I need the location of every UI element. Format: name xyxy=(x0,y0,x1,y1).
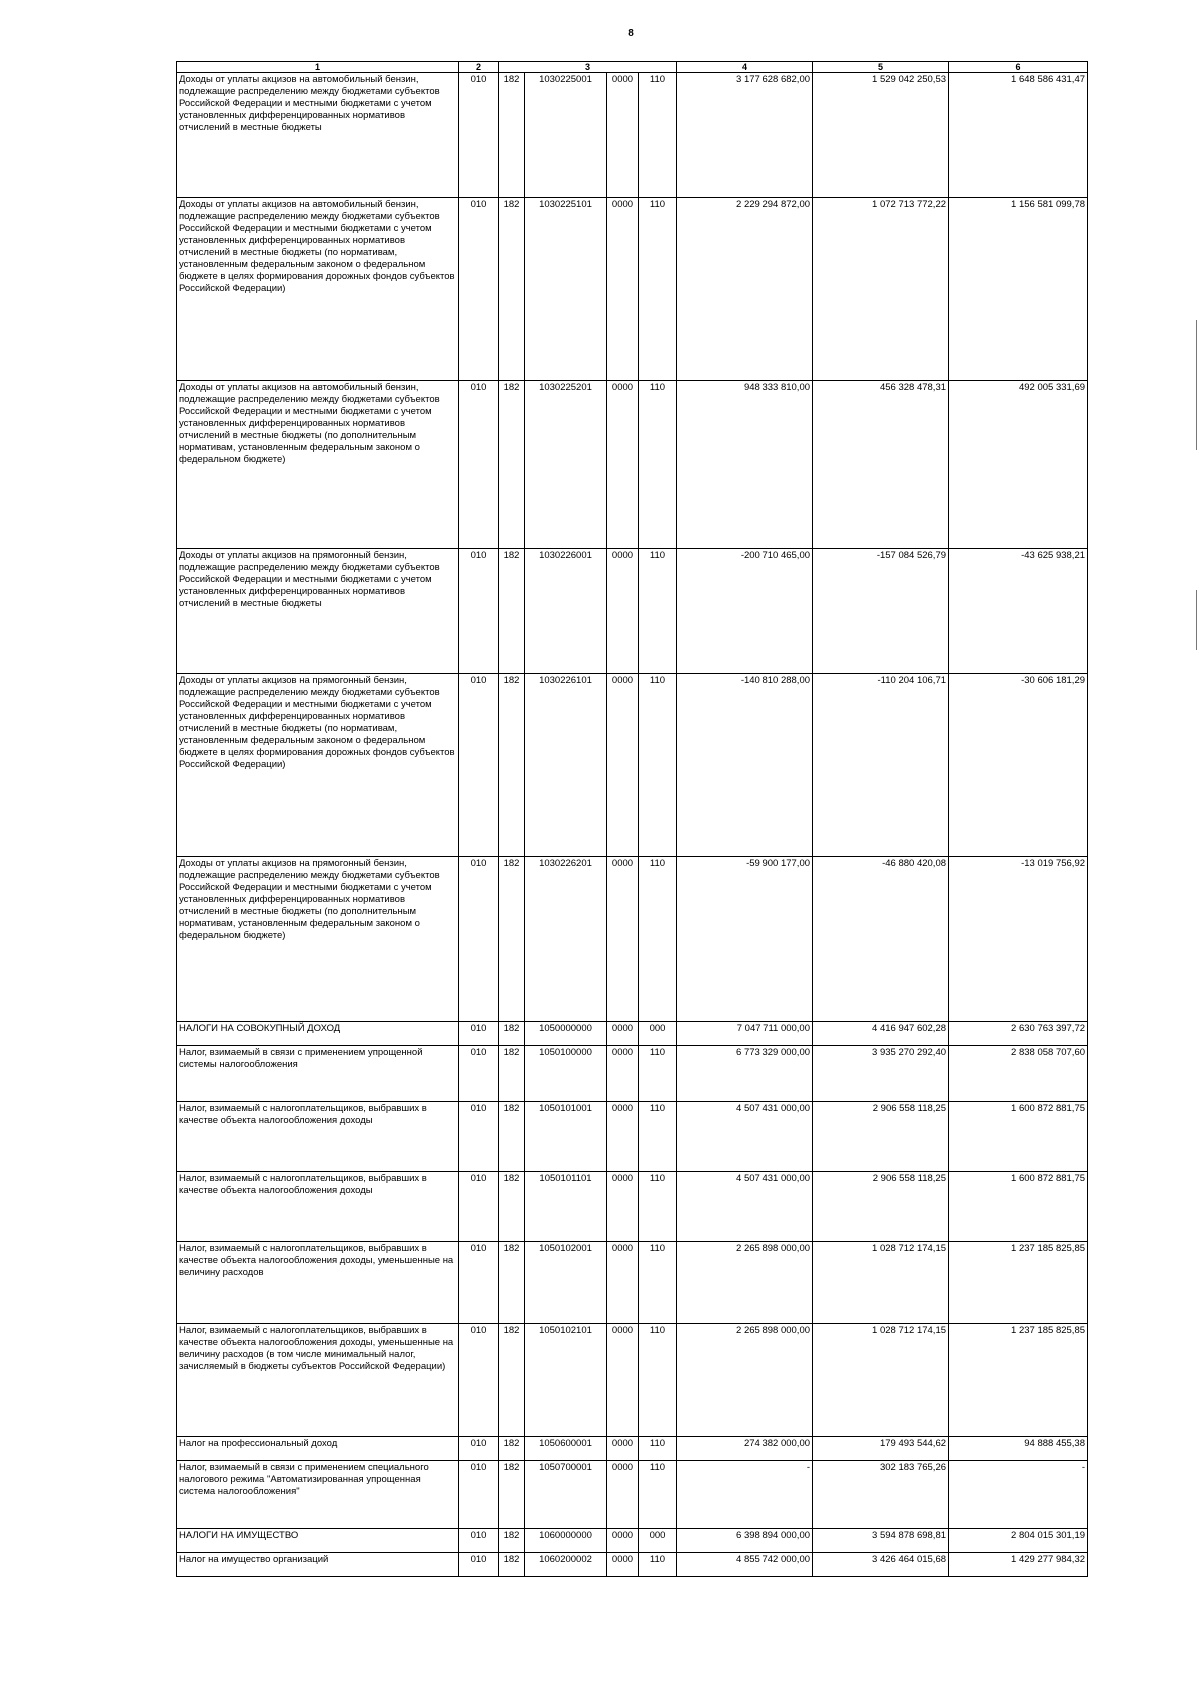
value-cell: 1 156 581 099,78 xyxy=(949,198,1088,381)
value-cell: -46 880 420,08 xyxy=(813,857,949,1022)
code-cell: 182 xyxy=(499,1324,525,1437)
code-cell: 000 xyxy=(639,1529,677,1553)
code-cell: 1050102001 xyxy=(525,1242,607,1324)
code-cell: 110 xyxy=(639,1324,677,1437)
code-cell: 110 xyxy=(639,1461,677,1529)
value-cell: 3 935 270 292,40 xyxy=(813,1046,949,1102)
value-cell: 948 333 810,00 xyxy=(677,381,813,549)
table-row xyxy=(177,198,1088,381)
value-cell: 1 648 586 431,47 xyxy=(949,73,1088,198)
value-cell: -30 606 181,29 xyxy=(949,674,1088,857)
value-cell: 3 594 878 698,81 xyxy=(813,1529,949,1553)
value-cell: -140 810 288,00 xyxy=(677,674,813,857)
code-cell: 110 xyxy=(639,1242,677,1324)
value-cell: -200 710 465,00 xyxy=(677,549,813,674)
code-cell: 110 xyxy=(639,1046,677,1102)
revenue-table xyxy=(176,61,1088,1577)
code-cell: 010 xyxy=(459,1242,499,1324)
value-cell: 1 072 713 772,22 xyxy=(813,198,949,381)
row-name: Налог, взимаемый в связи с применением упрощенной системы налогообложения xyxy=(177,1046,459,1102)
scan-edge-mark xyxy=(1196,320,1197,450)
code-cell: 110 xyxy=(639,1437,677,1461)
code-cell: 1060200002 xyxy=(525,1553,607,1577)
code-cell: 110 xyxy=(639,674,677,857)
value-cell: 274 382 000,00 xyxy=(677,1437,813,1461)
code-cell: 0000 xyxy=(607,857,639,1022)
code-cell: 010 xyxy=(459,1172,499,1242)
code-cell: 182 xyxy=(499,1529,525,1553)
value-cell: 1 028 712 174,15 xyxy=(813,1242,949,1324)
code-cell: 182 xyxy=(499,381,525,549)
value-cell: 1 429 277 984,32 xyxy=(949,1553,1088,1577)
code-cell: 0000 xyxy=(607,1172,639,1242)
code-cell: 1050000000 xyxy=(525,1022,607,1046)
code-cell: 182 xyxy=(499,1022,525,1046)
table-row xyxy=(177,1022,1088,1046)
row-name: Налог, взимаемый с налогоплательщиков, выбравших в качестве объекта налогообложения доходы xyxy=(177,1102,459,1172)
column-number: 5 xyxy=(813,62,949,73)
code-cell: 1030226201 xyxy=(525,857,607,1022)
row-name: Налог, взимаемый с налогоплательщиков, выбравших в качестве объекта налогообложения доходы, уменьшенные на величину расходов xyxy=(177,1242,459,1324)
code-cell: 010 xyxy=(459,549,499,674)
code-cell: 1050100000 xyxy=(525,1046,607,1102)
code-cell: 0000 xyxy=(607,198,639,381)
value-cell: - xyxy=(677,1461,813,1529)
code-cell: 1050600001 xyxy=(525,1437,607,1461)
code-cell: 010 xyxy=(459,1324,499,1437)
value-cell: 4 507 431 000,00 xyxy=(677,1172,813,1242)
row-name: Налог, взимаемый с налогоплательщиков, выбравших в качестве объекта налогообложения доходы xyxy=(177,1172,459,1242)
code-cell: 1060000000 xyxy=(525,1529,607,1553)
code-cell: 010 xyxy=(459,1529,499,1553)
code-cell: 0000 xyxy=(607,1529,639,1553)
value-cell: 2 804 015 301,19 xyxy=(949,1529,1088,1553)
code-cell: 182 xyxy=(499,73,525,198)
code-cell: 1030225001 xyxy=(525,73,607,198)
code-cell: 1030225201 xyxy=(525,381,607,549)
value-cell: 2 838 058 707,60 xyxy=(949,1046,1088,1102)
table-row xyxy=(177,1461,1088,1529)
value-cell: 6 773 329 000,00 xyxy=(677,1046,813,1102)
code-cell: 182 xyxy=(499,674,525,857)
code-cell: 0000 xyxy=(607,1553,639,1577)
code-cell: 110 xyxy=(639,1102,677,1172)
value-cell: 4 416 947 602,28 xyxy=(813,1022,949,1046)
column-number: 1 xyxy=(177,62,459,73)
code-cell: 010 xyxy=(459,1022,499,1046)
code-cell: 182 xyxy=(499,857,525,1022)
code-cell: 1050101101 xyxy=(525,1172,607,1242)
code-cell: 182 xyxy=(499,1553,525,1577)
code-cell: 0000 xyxy=(607,73,639,198)
value-cell: 3 426 464 015,68 xyxy=(813,1553,949,1577)
code-cell: 0000 xyxy=(607,549,639,674)
code-cell: 010 xyxy=(459,674,499,857)
value-cell: 2 229 294 872,00 xyxy=(677,198,813,381)
value-cell: 492 005 331,69 xyxy=(949,381,1088,549)
value-cell: -157 084 526,79 xyxy=(813,549,949,674)
code-cell: 0000 xyxy=(607,1022,639,1046)
column-number: 2 xyxy=(459,62,499,73)
code-cell: 1050101001 xyxy=(525,1102,607,1172)
code-cell: 0000 xyxy=(607,1437,639,1461)
row-name: Налог, взимаемый с налогоплательщиков, выбравших в качестве объекта налогообложения доходы, уменьшенные на величину расходов (в том числе минимальный налог, зачисляемый в бюджеты субъектов Российской Федерации) xyxy=(177,1324,459,1437)
table-row xyxy=(177,549,1088,674)
code-cell: 010 xyxy=(459,1046,499,1102)
table-row xyxy=(177,73,1088,198)
value-cell: -59 900 177,00 xyxy=(677,857,813,1022)
table-row xyxy=(177,1324,1088,1437)
value-cell: 1 529 042 250,53 xyxy=(813,73,949,198)
code-cell: 110 xyxy=(639,1553,677,1577)
value-cell: -13 019 756,92 xyxy=(949,857,1088,1022)
code-cell: 0000 xyxy=(607,674,639,857)
code-cell: 010 xyxy=(459,1461,499,1529)
code-cell: 010 xyxy=(459,857,499,1022)
code-cell: 010 xyxy=(459,381,499,549)
code-cell: 0000 xyxy=(607,1046,639,1102)
code-cell: 0000 xyxy=(607,1242,639,1324)
value-cell: 2 265 898 000,00 xyxy=(677,1324,813,1437)
code-cell: 110 xyxy=(639,73,677,198)
row-name: Доходы от уплаты акцизов на автомобильный бензин, подлежащие распределению между бюджетами субъектов Российской Федерации и местными бюджетами с учетом установленных дифференцированных нормативов отчислений в местные бюджеты (по дополнительным нормативам, установленным федеральным законом о федеральном бюджете) xyxy=(177,381,459,549)
code-cell: 110 xyxy=(639,198,677,381)
row-name: Доходы от уплаты акцизов на прямогонный бензин, подлежащие распределению между бюджетами субъектов Российской Федерации и местными бюджетами с учетом установленных дифференцированных нормативов отчислений в местные бюджеты (по нормативам, установленным федеральным законом о федеральном бюджете в целях формирования дорожных фондов субъектов Российской Федерации) xyxy=(177,674,459,857)
code-cell: 1030226101 xyxy=(525,674,607,857)
value-cell: - xyxy=(949,1461,1088,1529)
row-name: Доходы от уплаты акцизов на автомобильный бензин, подлежащие распределению между бюджетами субъектов Российской Федерации и местными бюджетами с учетом установленных дифференцированных нормативов отчислений в местные бюджеты (по нормативам, установленным федеральным законом о федеральном бюджете в целях формирования дорожных фондов субъектов Российской Федерации) xyxy=(177,198,459,381)
code-cell: 1050700001 xyxy=(525,1461,607,1529)
code-cell: 0000 xyxy=(607,1102,639,1172)
code-cell: 010 xyxy=(459,1553,499,1577)
code-cell: 0000 xyxy=(607,1324,639,1437)
value-cell: 4 507 431 000,00 xyxy=(677,1102,813,1172)
value-cell: 2 265 898 000,00 xyxy=(677,1242,813,1324)
table-row xyxy=(177,1102,1088,1172)
value-cell: -43 625 938,21 xyxy=(949,549,1088,674)
column-number: 6 xyxy=(949,62,1088,73)
code-cell: 010 xyxy=(459,1437,499,1461)
row-name: Налог на имущество организаций xyxy=(177,1553,459,1577)
row-name: Доходы от уплаты акцизов на прямогонный бензин, подлежащие распределению между бюджетами субъектов Российской Федерации и местными бюджетами с учетом установленных дифференцированных нормативов отчислений в местные бюджеты (по дополнительным нормативам, установленным федеральным законом о федеральном бюджете) xyxy=(177,857,459,1022)
code-cell: 010 xyxy=(459,198,499,381)
value-cell: 456 328 478,31 xyxy=(813,381,949,549)
code-cell: 1050102101 xyxy=(525,1324,607,1437)
row-name: Доходы от уплаты акцизов на автомобильный бензин, подлежащие распределению между бюджетами субъектов Российской Федерации и местными бюджетами с учетом установленных дифференцированных нормативов отчислений в местные бюджеты xyxy=(177,73,459,198)
value-cell: 1 237 185 825,85 xyxy=(949,1242,1088,1324)
value-cell: 2 630 763 397,72 xyxy=(949,1022,1088,1046)
code-cell: 182 xyxy=(499,1046,525,1102)
page-number: 8 xyxy=(628,28,634,39)
code-cell: 110 xyxy=(639,549,677,674)
value-cell: -110 204 106,71 xyxy=(813,674,949,857)
table-row xyxy=(177,1242,1088,1324)
code-cell: 1030226001 xyxy=(525,549,607,674)
code-cell: 010 xyxy=(459,1102,499,1172)
table-row xyxy=(177,1553,1088,1577)
code-cell: 182 xyxy=(499,1172,525,1242)
code-cell: 000 xyxy=(639,1022,677,1046)
code-cell: 0000 xyxy=(607,1461,639,1529)
code-cell: 010 xyxy=(459,73,499,198)
scan-edge-mark xyxy=(1196,590,1197,650)
value-cell: 1 600 872 881,75 xyxy=(949,1172,1088,1242)
value-cell: 2 906 558 118,25 xyxy=(813,1102,949,1172)
code-cell: 182 xyxy=(499,549,525,674)
table-row xyxy=(177,674,1088,857)
table-row xyxy=(177,1437,1088,1461)
code-cell: 182 xyxy=(499,1461,525,1529)
code-cell: 182 xyxy=(499,198,525,381)
column-number-row xyxy=(177,62,1088,73)
row-name: НАЛОГИ НА СОВОКУПНЫЙ ДОХОД xyxy=(177,1022,459,1046)
row-name: Налог, взимаемый в связи с применением специального налогового режима "Автоматизированная упрощенная система налогообложения" xyxy=(177,1461,459,1529)
value-cell: 2 906 558 118,25 xyxy=(813,1172,949,1242)
code-cell: 110 xyxy=(639,381,677,549)
value-cell: 1 028 712 174,15 xyxy=(813,1324,949,1437)
code-cell: 182 xyxy=(499,1102,525,1172)
value-cell: 4 855 742 000,00 xyxy=(677,1553,813,1577)
table-row xyxy=(177,1046,1088,1102)
table-row xyxy=(177,1172,1088,1242)
column-number: 3 xyxy=(499,62,677,73)
code-cell: 110 xyxy=(639,857,677,1022)
value-cell: 3 177 628 682,00 xyxy=(677,73,813,198)
value-cell: 1 600 872 881,75 xyxy=(949,1102,1088,1172)
value-cell: 6 398 894 000,00 xyxy=(677,1529,813,1553)
code-cell: 110 xyxy=(639,1172,677,1242)
row-name: Налог на профессиональный доход xyxy=(177,1437,459,1461)
row-name: Доходы от уплаты акцизов на прямогонный бензин, подлежащие распределению между бюджетами субъектов Российской Федерации и местными бюджетами с учетом установленных дифференцированных нормативов отчислений в местные бюджеты xyxy=(177,549,459,674)
code-cell: 0000 xyxy=(607,381,639,549)
table-row xyxy=(177,1529,1088,1553)
table-row xyxy=(177,381,1088,549)
value-cell: 94 888 455,38 xyxy=(949,1437,1088,1461)
value-cell: 1 237 185 825,85 xyxy=(949,1324,1088,1437)
value-cell: 179 493 544,62 xyxy=(813,1437,949,1461)
code-cell: 1030225101 xyxy=(525,198,607,381)
value-cell: 302 183 765,26 xyxy=(813,1461,949,1529)
table-row xyxy=(177,857,1088,1022)
column-number: 4 xyxy=(677,62,813,73)
code-cell: 182 xyxy=(499,1437,525,1461)
code-cell: 182 xyxy=(499,1242,525,1324)
value-cell: 7 047 711 000,00 xyxy=(677,1022,813,1046)
row-name: НАЛОГИ НА ИМУЩЕСТВО xyxy=(177,1529,459,1553)
